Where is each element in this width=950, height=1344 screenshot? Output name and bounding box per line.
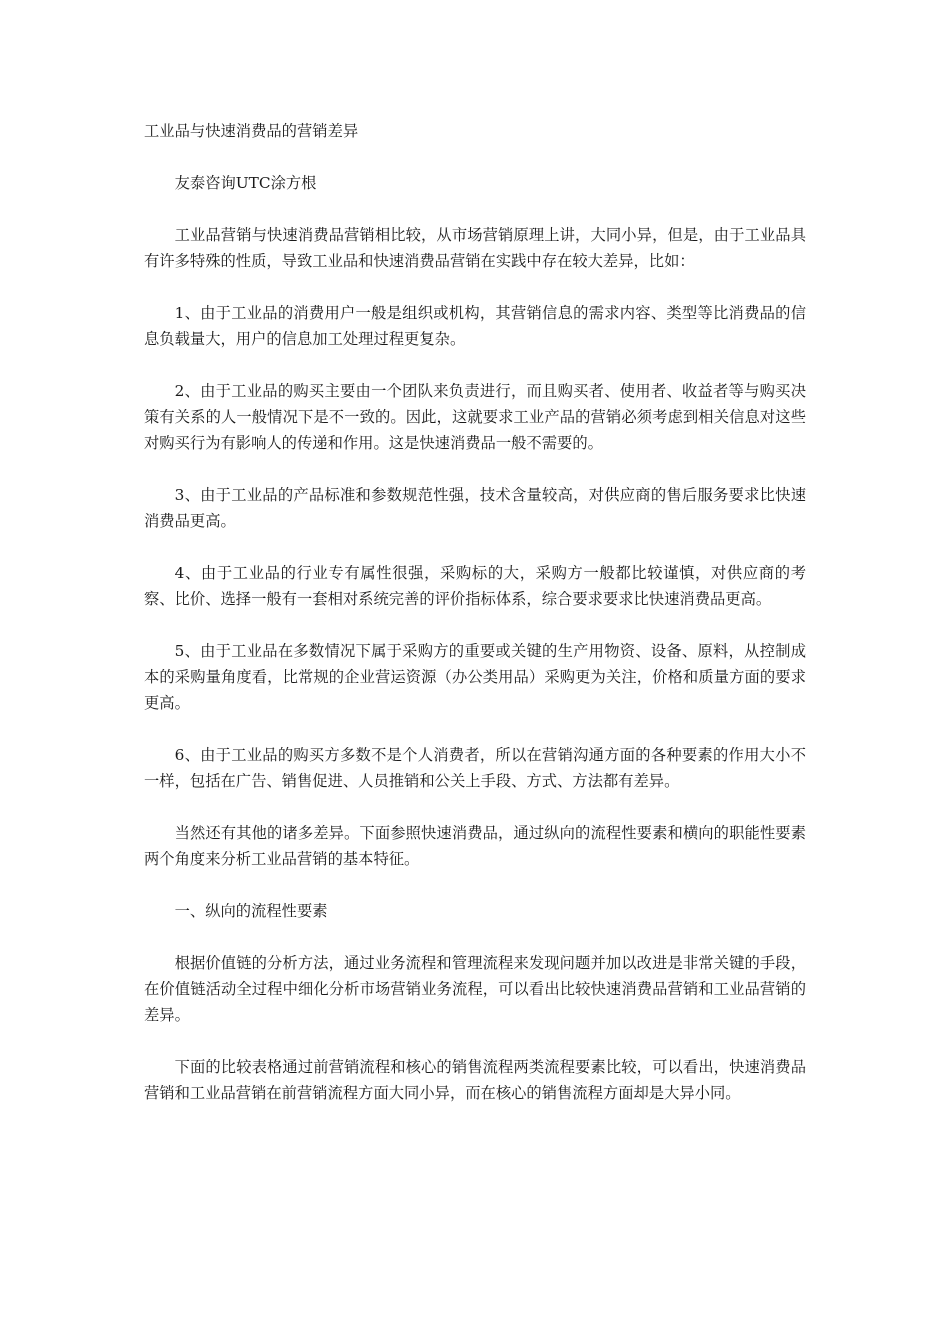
difference-item-5: 5、由于工业品在多数情况下属于采购方的重要或关键的生产用物资、设备、原料，从控制成本的采购量角度看，比常规的企业营运资源（办公类用品）采购更为关注，价格和质量方面的要求更高。	[144, 642, 806, 712]
difference-item-2: 2、由于工业品的购买主要由一个团队来负责进行，而且购买者、使用者、收益者等与购买决策有关系的人一般情况下是不一致的。因此，这就要求工业产品的营销必须考虑到相关信息对这些对购买行为有影响人的传递和作用。这是快速消费品一般不需要的。	[144, 382, 806, 452]
difference-item-3: 3、由于工业品的产品标准和参数规范性强，技术含量较高，对供应商的售后服务要求比快速消费品更高。	[144, 486, 806, 530]
difference-item-1: 1、由于工业品的消费用户一般是组织或机构，其营销信息的需求内容、类型等比消费品的信息负载量大，用户的信息加工处理过程更复杂。	[144, 304, 806, 348]
difference-item-6: 6、由于工业品的购买方多数不是个人消费者，所以在营销沟通方面的各种要素的作用大小不一样，包括在广告、销售促进、人员推销和公关上手段、方式、方法都有差异。	[144, 746, 806, 790]
transition-paragraph: 当然还有其他的诸多差异。下面参照快速消费品，通过纵向的流程性要素和横向的职能性要素两个角度来分析工业品营销的基本特征。	[144, 824, 806, 868]
document-author: 友泰咨询UTC涂方根	[174, 174, 317, 192]
difference-item-4: 4、由于工业品的行业专有属性很强，采购标的大，采购方一般都比较谨慎，对供应商的考察、比价、选择一般有一套相对系统完善的评价指标体系，综合要求要求比快速消费品更高。	[144, 564, 806, 608]
section-heading: 一、纵向的流程性要素	[174, 902, 328, 920]
value-chain-paragraph: 根据价值链的分析方法，通过业务流程和管理流程来发现问题并加以改进是非常关键的手段，在价值链活动全过程中细化分析市场营销业务流程，可以看出比较快速消费品营销和工业品营销的差异。	[144, 954, 806, 1024]
comparison-paragraph: 下面的比较表格通过前营销流程和核心的销售流程两类流程要素比较，可以看出，快速消费品营销和工业品营销在前营销流程方面大同小异，而在核心的销售流程方面却是大异小同。	[144, 1058, 806, 1102]
intro-paragraph: 工业品营销与快速消费品营销相比较，从市场营销原理上讲，大同小异，但是，由于工业品具有许多特殊的性质，导致工业品和快速消费品营销在实践中存在较大差异，比如：	[144, 226, 806, 270]
document-body	[144, 118, 806, 1132]
document-title: 工业品与快速消费品的营销差异	[144, 122, 359, 140]
